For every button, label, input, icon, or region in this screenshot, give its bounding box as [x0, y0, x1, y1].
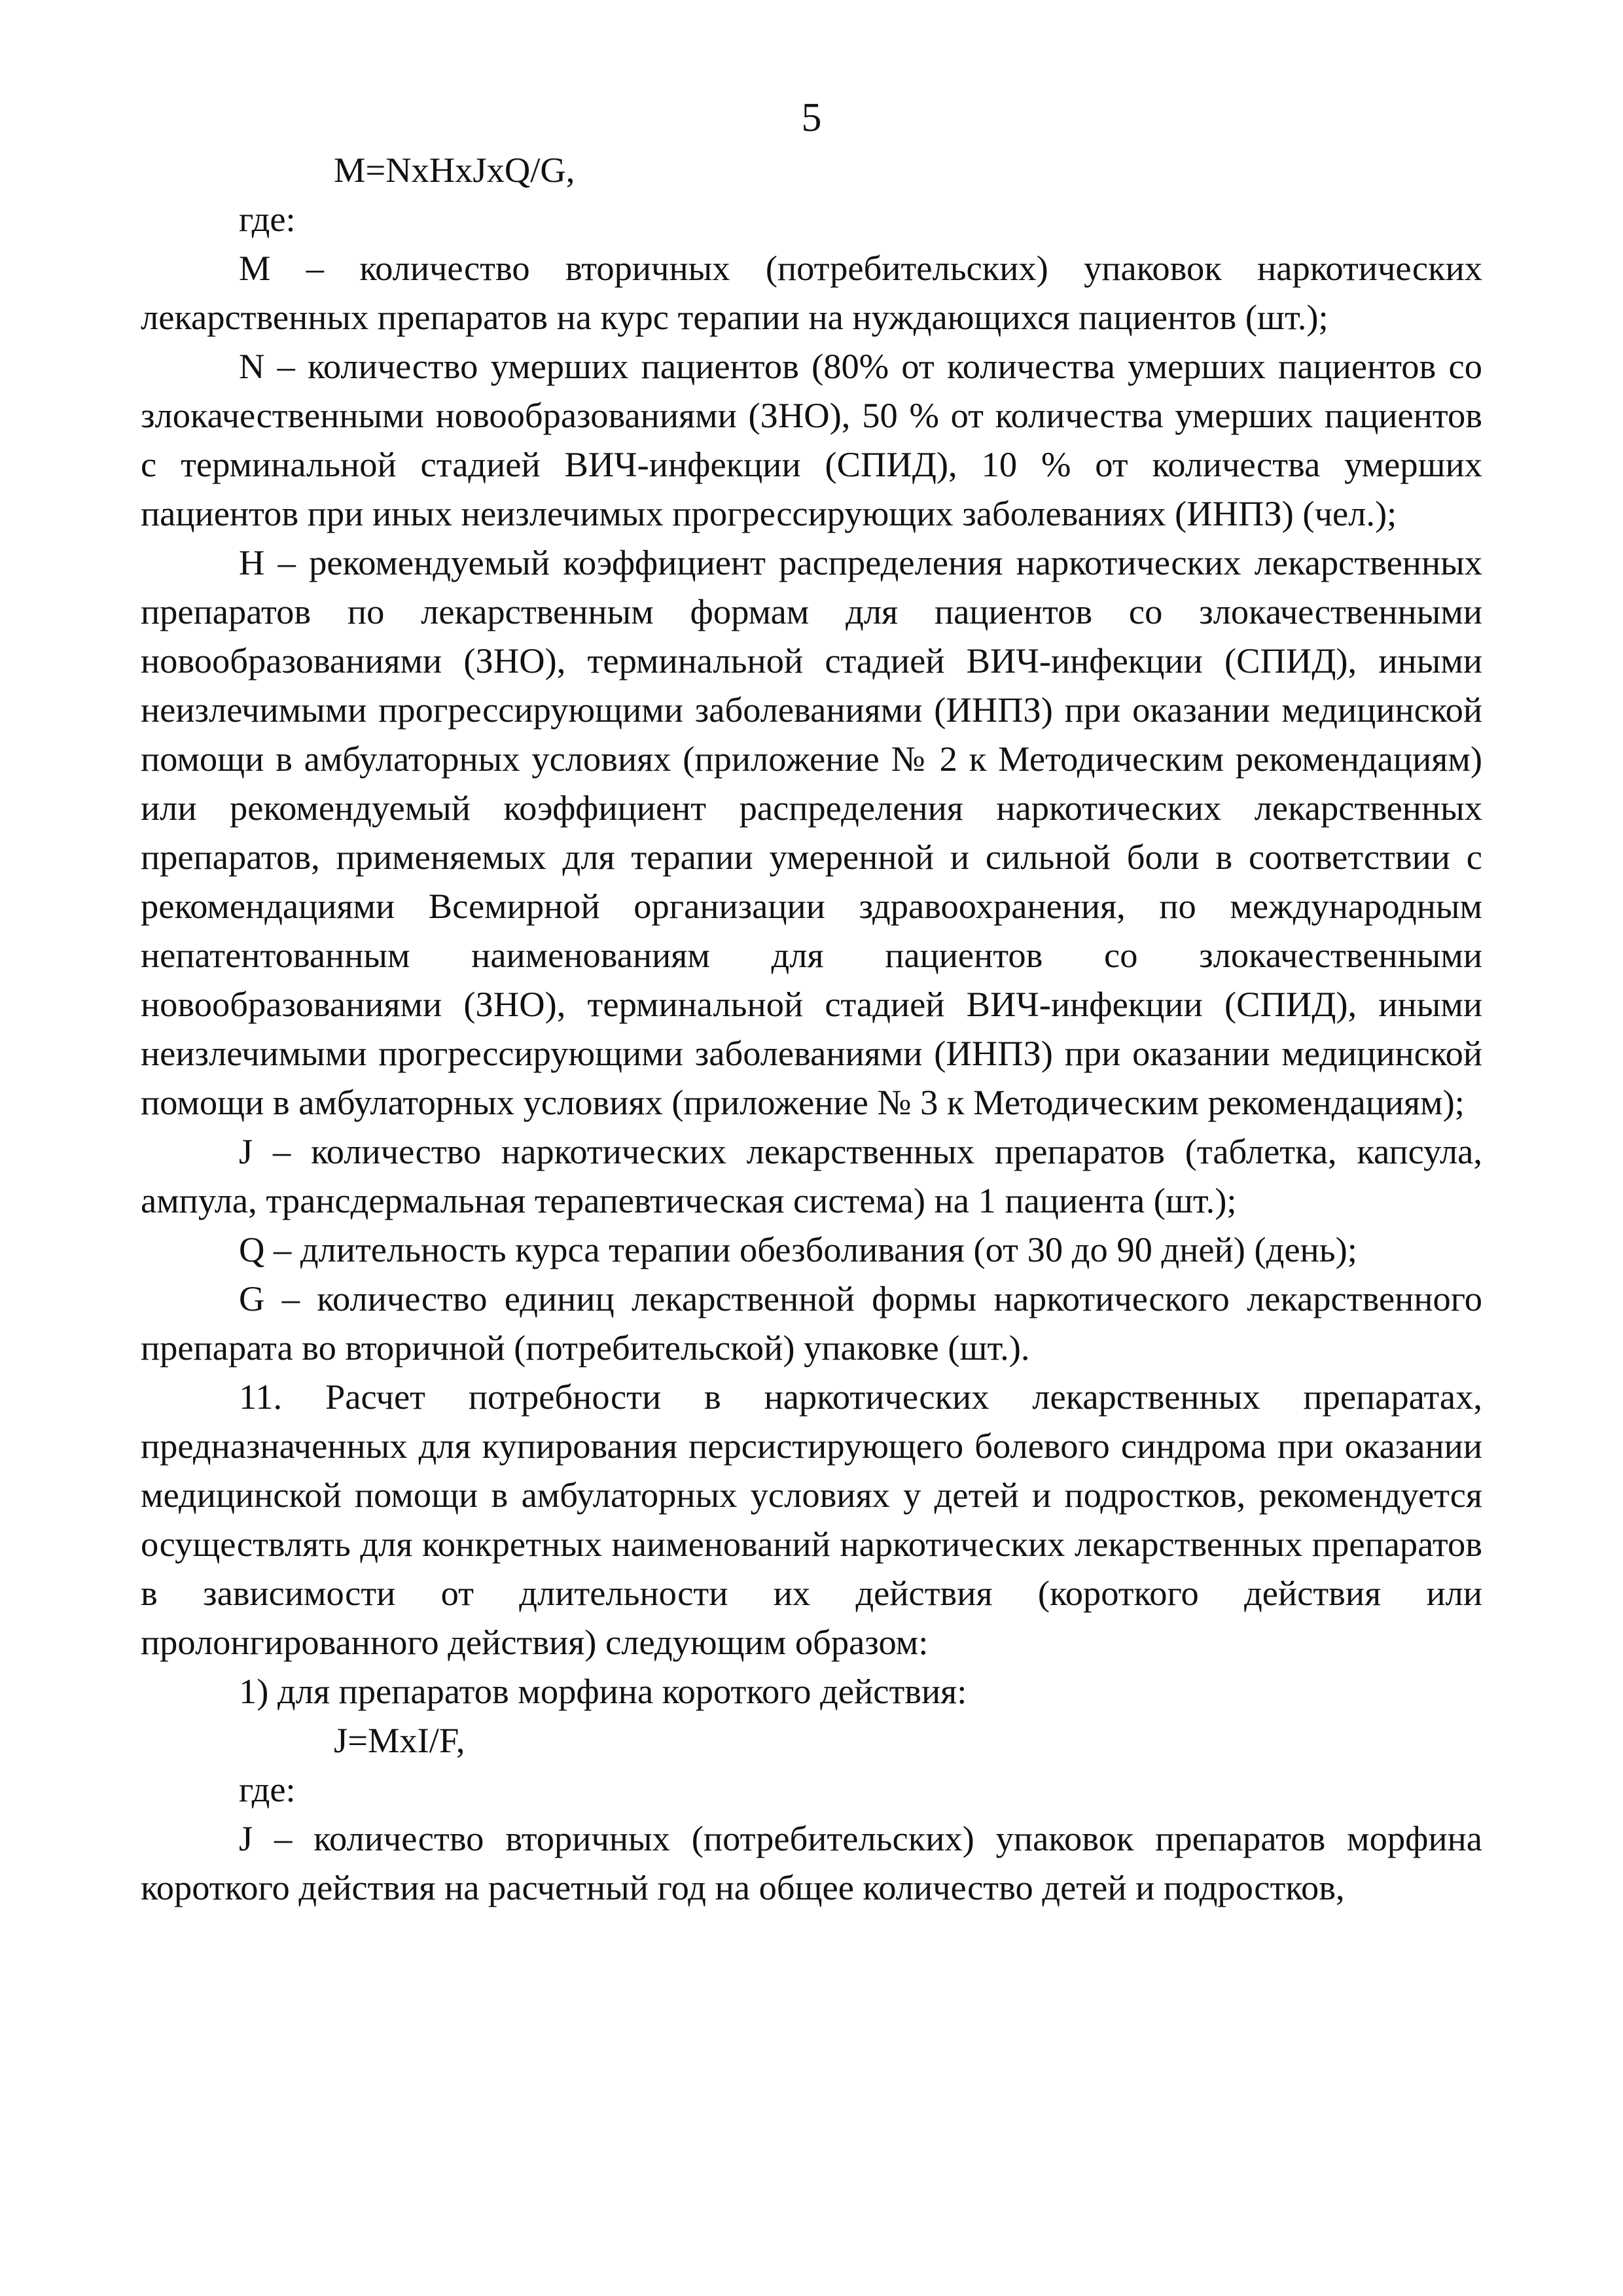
definition-m: M – количество вторичных (потребительских) упаковок наркотических лекарственных препаратов на курс терапии на нуждающихся пациентов (шт.); [141, 248, 1482, 337]
definition-h: H – рекомендуемый коэффициент распределения наркотических лекарственных препаратов по лекарственным формам для пациентов со злокачественными новообразованиями (ЗНО), терминальной стадией ВИЧ-инфекции (СПИД), иными неизлечимыми прогрессирующими заболеваниями (ИНПЗ) при оказании медицинской помощи в амбулаторных условиях (приложение № 2 к Методическим рекомендациям) или рекомендуемый коэффициент распределения наркотических лекарственных препаратов, применяемых для терапии умеренной и сильной боли в соответствии с рекомендациями Всемирной организации здравоохранения, по международным непатентованным наименованиям для пациентов со злокачественными новообразованиями (ЗНО), терминальной стадией ВИЧ-инфекции (СПИД), иными неизлечимыми прогрессирующими заболеваниями (ИНПЗ) при оказании медицинской помощи в амбулаторных условиях (приложение № 3 к Методическим рекомендациям); [141, 542, 1482, 1122]
definition-j-morphine: J – количество вторичных (потребительских) упаковок препаратов морфина короткого действия на расчетный год на общее количество детей и подростков, [141, 1818, 1482, 1907]
definition-g: G – количество единиц лекарственной формы наркотического лекарственного препарата во вторичной (потребительской) упаковке (шт.). [141, 1279, 1482, 1368]
document-body [141, 145, 1482, 1912]
list-item-1: 1) для препаратов морфина короткого действия: [239, 1671, 967, 1711]
section-11-paragraph: 11. Расчет потребности в наркотических лекарственных препаратах, предназначенных для купирования персистирующего болевого синдрома при оказании медицинской помощи в амбулаторных условиях у детей и подростков, рекомендуется осуществлять для конкретных наименований наркотических лекарственных препаратов в зависимости от длительности их действия (короткого действия или пролонгированного действия) следующим образом: [141, 1377, 1482, 1662]
page-number: 5 [801, 96, 822, 140]
definition-q: Q – длительность курса терапии обезболивания (от 30 до 90 дней) (день); [239, 1229, 1357, 1269]
formula-m: M=NxHxJxQ/G, [334, 150, 575, 190]
where-label: где: [239, 199, 296, 239]
definition-j: J – количество наркотических лекарственных препаратов (таблетка, капсула, ампула, трансдермальная терапевтическая система) на 1 пациента (шт.); [141, 1131, 1482, 1220]
formula-j: J=MxI/F, [334, 1720, 465, 1760]
where-label-2: где: [239, 1769, 296, 1809]
definition-n: N – количество умерших пациентов (80% от количества умерших пациентов со злокачественными новообразованиями (ЗНО), 50 % от количества умерших пациентов с терминальной стадией ВИЧ-инфекции (СПИД), 10 % от количества умерших пациентов при иных неизлечимых прогрессирующих заболеваниях (ИНПЗ) (чел.); [141, 346, 1482, 533]
